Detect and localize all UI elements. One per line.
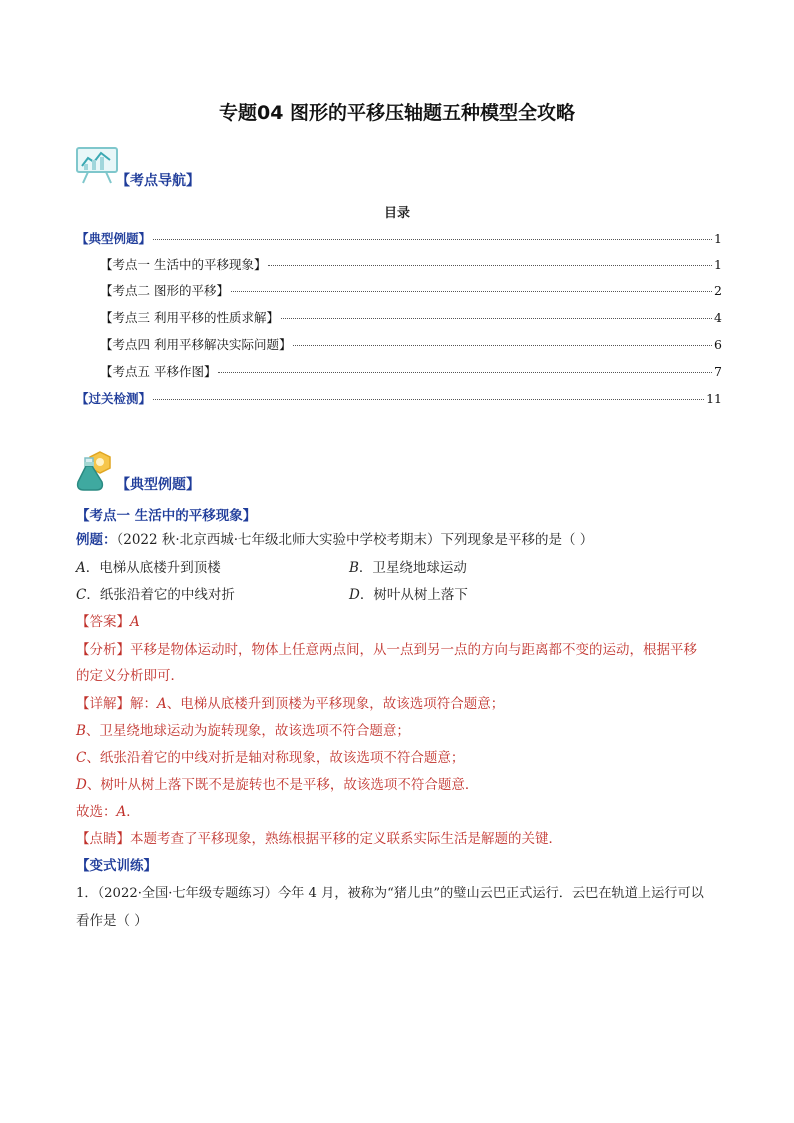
page-title: 专题04 图形的平移压轴题五种模型全攻略 (218, 102, 576, 124)
analysis-text-1: 平移是物体运动时，物体上任意两点间，从一点到另一点的方向与距离都不变的运动，根据平移 (130, 642, 697, 658)
toc-entry-page: 11 (706, 391, 722, 406)
detail-text: 、纸张沿着它的中线对折是轴对称现象，故该选项不符合题意； (86, 750, 465, 766)
detail-lead: 解： (130, 696, 157, 712)
detail-text: 、卫星绕地球运动为旋转现象，故该选项不符合题意； (85, 723, 410, 739)
option-text: ．树叶从树上落下 (359, 587, 468, 603)
variant-question-1-line-2: 看作是（ ） (76, 913, 148, 929)
toc-leader-dots (293, 345, 712, 346)
answer-value: A (130, 614, 140, 630)
flask-icon (72, 448, 118, 494)
detail-line-b (76, 721, 410, 741)
toc-leader-dots (153, 399, 704, 400)
choice-end: ． (126, 804, 140, 820)
toc-entry-label: 【考点二 图形的平移】 (100, 283, 229, 298)
option-text: ．电梯从底楼升到顶楼 (85, 560, 221, 576)
option-c (76, 585, 235, 605)
detail-line-a (76, 694, 504, 714)
answer-tag: 【答案】 (76, 614, 130, 630)
toc-heading: 目录 (383, 206, 410, 221)
choice-lead: 故选： (76, 804, 117, 820)
toc-leader-dots (281, 318, 712, 319)
toc-entry-label: 【过关检测】 (76, 391, 152, 406)
toc-entry[interactable] (100, 335, 722, 353)
example-question (76, 530, 593, 550)
option-letter: C (76, 587, 87, 603)
toc-entry-label: 【考点一 生活中的平移现象】 (100, 257, 267, 272)
toc-entry-label: 【考点三 利用平移的性质求解】 (100, 310, 279, 325)
variant-question-1-line-1: 1．（2022·全国·七年级专题练习）今年 4 月，被称为“猪儿虫”的璧山云巴正式运行．云巴在轨道上运行可以 (76, 886, 704, 901)
detail-choice (76, 802, 140, 822)
toc-entry-page: 7 (714, 364, 722, 379)
toc-entry-page: 1 (714, 231, 722, 246)
toc-entry-label: 【考点五 平移作图】 (100, 364, 217, 379)
comment-text: 本题考查了平移现象，熟练根据平移的定义联系实际生活是解题的关键． (130, 831, 562, 847)
comment-line (76, 829, 562, 849)
nav-section-label: 【考点导航】 (116, 173, 200, 189)
toc-entry[interactable] (100, 308, 722, 326)
detail-line-c (76, 748, 464, 768)
variant-heading: 【变式训练】 (76, 858, 157, 874)
detail-letter: B (76, 723, 86, 739)
answer-line (76, 612, 140, 632)
option-letter: A (76, 560, 86, 576)
toc-entry[interactable] (76, 229, 722, 247)
toc-entry-label: 【典型例题】 (76, 231, 152, 246)
option-text: ．纸张沿着它的中线对折 (86, 587, 235, 603)
choice-value: A (116, 804, 127, 820)
toc-entry[interactable] (100, 281, 722, 299)
option-letter: D (349, 587, 360, 603)
option-b (349, 558, 467, 578)
option-d (349, 585, 468, 605)
toc-entry-page: 1 (714, 257, 722, 272)
presentation-board-icon (74, 146, 122, 184)
topic1-heading: 【考点一 生活中的平移现象】 (76, 508, 257, 524)
toc-entry[interactable] (100, 255, 722, 273)
examples-section-label: 【典型例题】 (116, 477, 200, 493)
option-letter: B (349, 560, 359, 576)
toc-leader-dots (153, 239, 712, 240)
toc-entry[interactable] (100, 362, 722, 380)
detail-line-d (76, 775, 478, 795)
toc-entry-label: 【考点四 利用平移解决实际问题】 (100, 337, 292, 352)
detail-text: 、电梯从底楼升到顶楼为平移现象，故该选项符合题意； (166, 696, 505, 712)
option-a (76, 558, 221, 578)
detail-letter: A (157, 696, 167, 712)
toc-entry[interactable] (76, 389, 722, 407)
detail-letter: D (76, 777, 87, 793)
detail-text: 、树叶从树上落下既不是旋转也不是平移，故该选项不符合题意． (86, 777, 479, 793)
example-lead: 例题： (76, 532, 117, 548)
option-text: ．卫星绕地球运动 (358, 560, 467, 576)
comment-tag: 【点睛】 (76, 831, 130, 847)
toc-entry-page: 4 (714, 310, 722, 325)
toc-entry-page: 2 (714, 283, 722, 298)
toc-entry-page: 6 (714, 337, 722, 352)
detail-letter: C (76, 750, 87, 766)
analysis-line-2: 的定义分析即可． (76, 668, 184, 684)
toc-leader-dots (218, 372, 712, 373)
toc-leader-dots (268, 265, 712, 266)
analysis-tag: 【分析】 (76, 642, 130, 658)
analysis-line-1 (76, 640, 697, 660)
toc-leader-dots (231, 291, 712, 292)
detail-tag: 【详解】 (76, 696, 130, 712)
example-text: （2022 秋·北京西城·七年级北师大实验中学校考期末）下列现象是平移的是（ ） (116, 532, 594, 548)
